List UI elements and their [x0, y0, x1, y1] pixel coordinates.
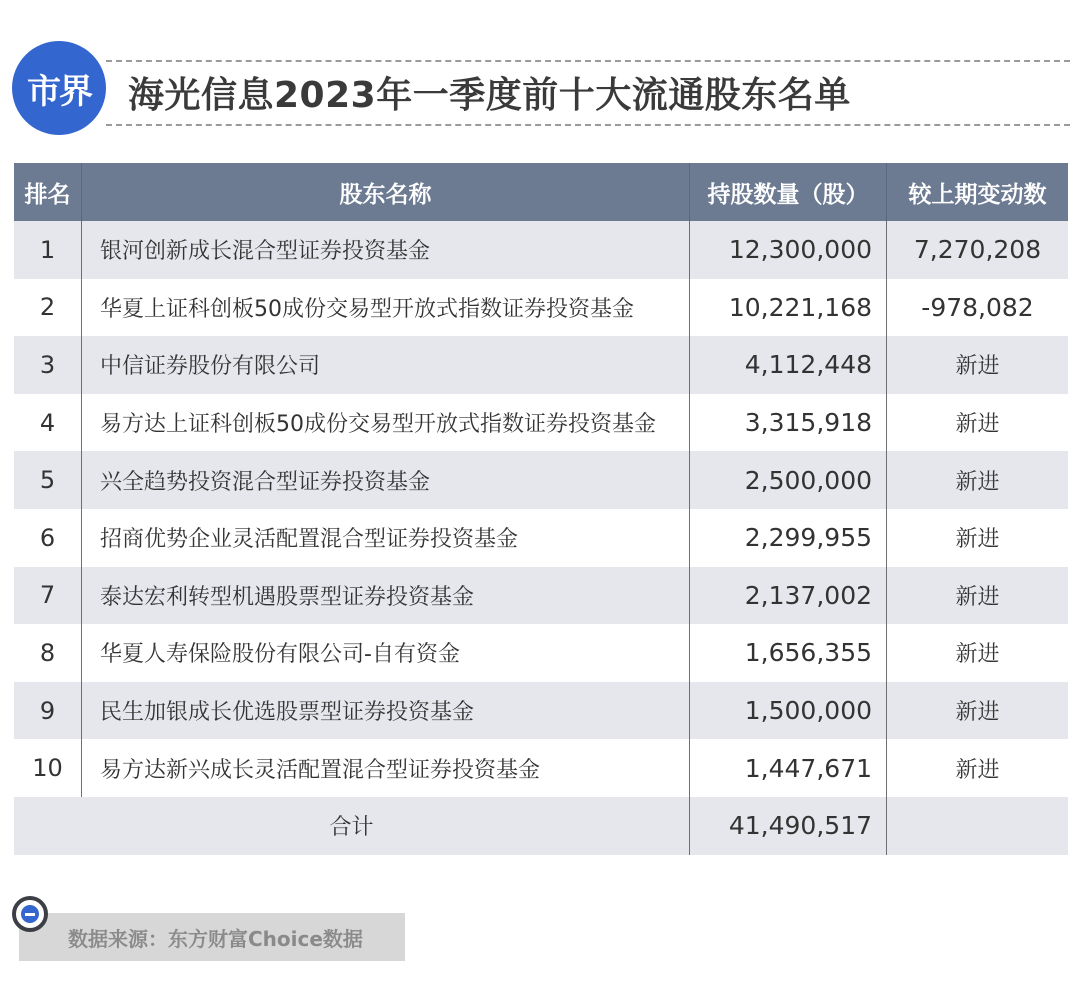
rank-cell: 1	[14, 221, 82, 279]
brand-logo-text: 市界	[27, 71, 91, 112]
shareholder-table	[14, 163, 1068, 855]
rank-cell: 3	[14, 336, 82, 394]
table-row	[14, 279, 1068, 337]
change-cell: 新进	[955, 412, 1000, 438]
name-cell: 易方达新兴成长灵活配置混合型证券投资基金	[82, 739, 690, 797]
top-dashed-rule	[106, 60, 1070, 62]
table-row	[14, 336, 1068, 394]
name-cell: 兴全趋势投资混合型证券投资基金	[82, 451, 690, 509]
bottom-dashed-rule	[106, 124, 1070, 126]
total-shares: 41,490,517	[690, 797, 887, 855]
rank-cell: 8	[14, 624, 82, 682]
table-row	[14, 394, 1068, 452]
change-cell: 新进	[955, 642, 1000, 668]
source-badge-icon	[12, 896, 48, 932]
brand-logo	[12, 41, 106, 135]
page-title: 海光信息2023年一季度前十大流通股东名单	[128, 74, 851, 116]
total-change-empty	[887, 797, 1068, 855]
change-cell: 新进	[955, 584, 1000, 610]
shares-cell: 10,221,168	[690, 279, 887, 337]
name-cell: 招商优势企业灵活配置混合型证券投资基金	[82, 509, 690, 567]
total-label: 合计	[14, 797, 690, 855]
rank-cell: 9	[14, 682, 82, 740]
table-row	[14, 682, 1068, 740]
name-cell: 民生加银成长优选股票型证券投资基金	[82, 682, 690, 740]
table-row	[14, 451, 1068, 509]
column-header-name: 股东名称	[82, 163, 690, 221]
shares-cell: 4,112,448	[690, 336, 887, 394]
name-cell: 易方达上证科创板50成份交易型开放式指数证券投资基金	[82, 394, 690, 452]
name-cell: 华夏上证科创板50成份交易型开放式指数证券投资基金	[82, 279, 690, 337]
change-cell: 新进	[955, 700, 1000, 726]
shares-cell: 2,299,955	[690, 509, 887, 567]
change-cell: 新进	[955, 757, 1000, 783]
table-row	[14, 739, 1068, 797]
name-cell: 泰达宏利转型机遇股票型证券投资基金	[82, 567, 690, 625]
column-header-shares: 持股数量（股）	[690, 163, 887, 221]
column-header-change: 较上期变动数	[908, 181, 1047, 208]
rank-cell: 10	[14, 739, 82, 797]
rank-cell: 5	[14, 451, 82, 509]
rank-cell: 4	[14, 394, 82, 452]
column-header-rank: 排名	[14, 163, 82, 221]
change-cell: 7,270,208	[913, 235, 1042, 265]
change-cell: 新进	[955, 527, 1000, 553]
table-header-row	[14, 163, 1068, 221]
name-cell: 中信证券股份有限公司	[82, 336, 690, 394]
shares-cell: 12,300,000	[690, 221, 887, 279]
table-total-row	[14, 797, 1068, 855]
name-cell: 华夏人寿保险股份有限公司-自有资金	[82, 624, 690, 682]
shares-cell: 2,137,002	[690, 567, 887, 625]
name-cell: 银河创新成长混合型证券投资基金	[82, 221, 690, 279]
table-row	[14, 567, 1068, 625]
shares-cell: 1,447,671	[690, 739, 887, 797]
shares-cell: 1,656,355	[690, 624, 887, 682]
change-cell: -978,082	[921, 292, 1034, 322]
rank-cell: 6	[14, 509, 82, 567]
shares-cell: 2,500,000	[690, 451, 887, 509]
table-row	[14, 509, 1068, 567]
rank-cell: 2	[14, 279, 82, 337]
table-row	[14, 221, 1068, 279]
rank-cell: 7	[14, 567, 82, 625]
table-row	[14, 624, 1068, 682]
change-cell: 新进	[955, 469, 1000, 495]
data-source-note: 数据来源：东方财富Choice数据	[68, 926, 363, 951]
shares-cell: 3,315,918	[690, 394, 887, 452]
shares-cell: 1,500,000	[690, 682, 887, 740]
change-cell: 新进	[955, 354, 1000, 380]
